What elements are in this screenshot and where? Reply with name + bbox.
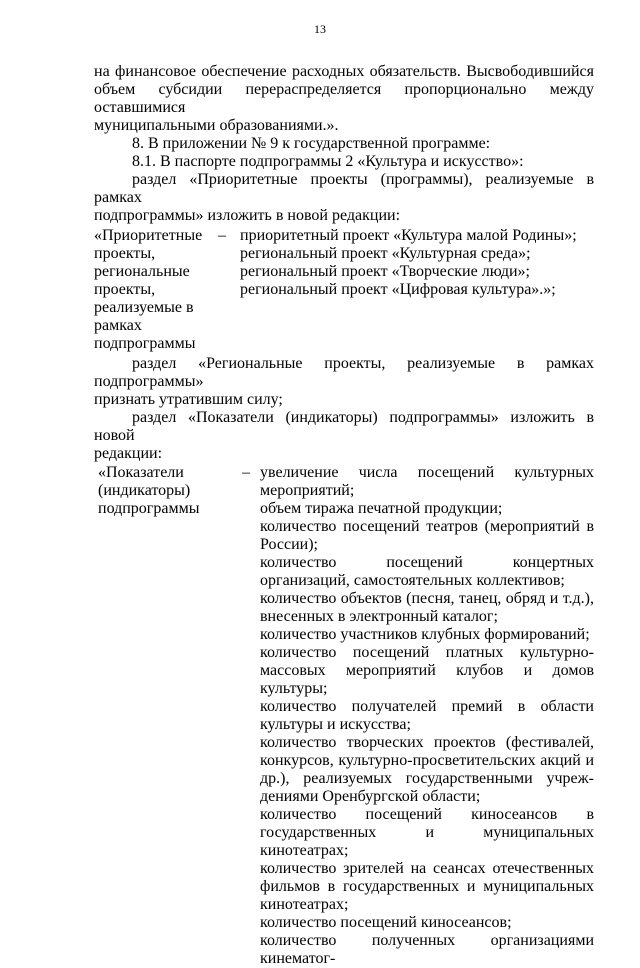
section1-heading-b: подпрограммы» изложить в новой редакции: bbox=[94, 207, 401, 224]
indicator-item: увеличение числа посещений культурных мероприятий; bbox=[260, 464, 594, 499]
intro-line-2: объем субсидии перераспределяется пропорционально между оставшимися bbox=[94, 81, 594, 116]
indicator-item: количество посещений театров (мероприятий в России); bbox=[260, 518, 594, 553]
indicator-item: объем тиража печатной продукции; bbox=[260, 500, 503, 517]
priority-dash: – bbox=[218, 227, 226, 244]
page-number: 13 bbox=[314, 22, 326, 36]
priority-left-line: «Приоритетные bbox=[94, 227, 203, 244]
indicator-item: количество творческих проектов (фестивалей, конкурсов, культурно-просветительских акций и др.), реализуемых государственными учреж-дениями Оренбургской области; bbox=[260, 734, 594, 805]
section2-heading-a: раздел «Региональные проекты, реализуемые в рамках подпрограммы» bbox=[94, 355, 594, 390]
intro-line-3: муниципальными образованиями.». bbox=[94, 117, 339, 134]
indicators-left-line: подпрограммы bbox=[98, 500, 200, 517]
indicator-item: количество получателей премий в области культуры и искусства; bbox=[260, 698, 594, 733]
item-8-1: 8.1. В паспорте подпрограммы 2 «Культура и искусство»: bbox=[132, 153, 524, 170]
intro-line-1: на финансовое обеспечение расходных обязательств. Высвободившийся bbox=[94, 63, 594, 80]
priority-item: приоритетный проект «Культура малой Родины»; bbox=[240, 227, 577, 244]
indicator-item: количество посещений концертных организаций, самостоятельных коллективов; bbox=[260, 554, 594, 589]
section3-heading-a: раздел «Показатели (индикаторы) подпрограммы» изложить в новой bbox=[94, 409, 594, 444]
priority-item: региональный проект «Творческие люди»; bbox=[240, 263, 530, 280]
priority-item: региональный проект «Цифровая культура».»; bbox=[240, 281, 556, 298]
item-8: 8. В приложении № 9 к государственной программе: bbox=[132, 135, 491, 152]
priority-left-line: подпрограммы bbox=[94, 335, 196, 352]
indicator-item: количество полученных организациями кинематог- bbox=[260, 932, 594, 967]
indicators-items bbox=[260, 464, 594, 968]
indicators-left-line: «Показатели bbox=[98, 464, 184, 481]
section2-heading-b: признать утратившим силу; bbox=[94, 391, 283, 408]
section3-heading-b: редакции: bbox=[94, 445, 163, 462]
indicators-dash: – bbox=[242, 464, 250, 481]
indicators-left-line: (индикаторы) bbox=[98, 482, 191, 499]
section1-heading-a: раздел «Приоритетные проекты (программы), реализуемые в рамках bbox=[94, 171, 594, 206]
priority-projects-section bbox=[94, 227, 594, 353]
indicators-section bbox=[94, 464, 594, 968]
priority-left-line: региональные bbox=[94, 263, 190, 280]
indicator-item: количество посещений киносеансов в государственных и муниципальных кинотеатрах; bbox=[260, 806, 594, 859]
indicator-item: количество участников клубных формирований; bbox=[260, 626, 590, 643]
indicator-item: количество объектов (песня, танец, обряд и т.д.), внесенных в электронный каталог; bbox=[260, 590, 594, 625]
priority-left-column bbox=[94, 227, 204, 353]
indicator-item: количество посещений киносеансов; bbox=[260, 914, 512, 931]
priority-left-line: проекты, bbox=[94, 245, 156, 262]
document-body bbox=[94, 63, 594, 968]
priority-left-line: проекты, bbox=[94, 281, 156, 298]
priority-left-line: рамках bbox=[94, 317, 142, 334]
priority-items bbox=[240, 227, 594, 353]
indicator-item: количество посещений платных культурно-массовых мероприятий клубов и домов культуры; bbox=[260, 644, 594, 697]
priority-left-line: реализуемые в bbox=[94, 299, 194, 316]
indicators-left-column bbox=[94, 464, 242, 968]
priority-item: региональный проект «Культурная среда»; bbox=[240, 245, 531, 262]
indicator-item: количество зрителей на сеансах отечественных фильмов в государственных и муниципальных кинотеатрах; bbox=[260, 860, 594, 913]
